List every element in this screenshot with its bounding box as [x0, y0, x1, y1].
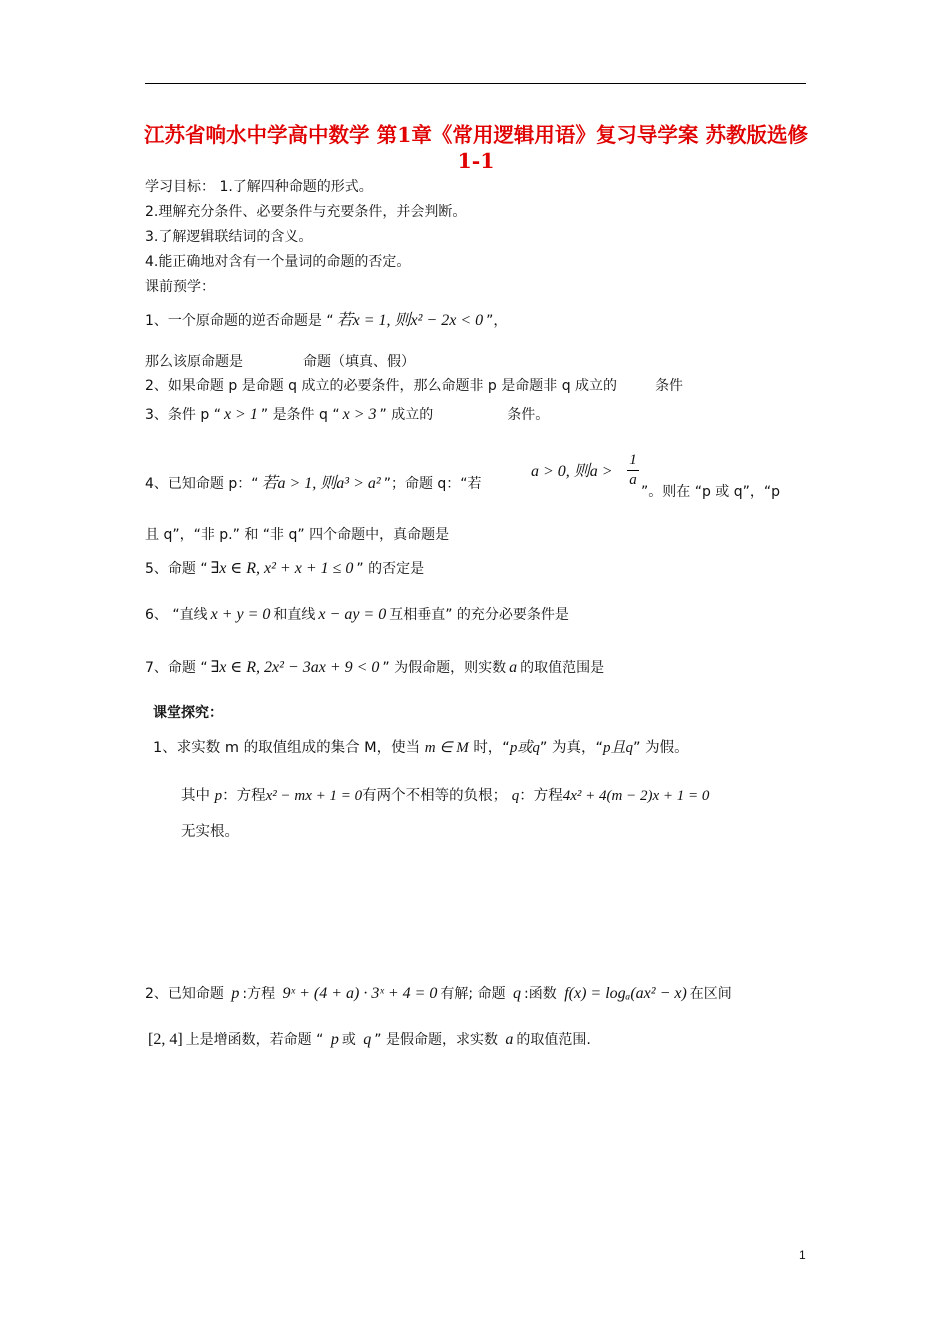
math-expr: 9ˣ + (4 + a) · 3ˣ + 4 = 0 — [282, 985, 438, 1002]
goal-4: 4.能正确地对含有一个量词的命题的否定。 — [145, 254, 411, 270]
math-expr: 若x = 1, 则x² − 2x < 0 — [336, 312, 484, 329]
preview-q6: 6、 “直线 x + y = 0 和直线 x − ay = 0 互相垂直” 的充分必要条件是 — [145, 606, 569, 623]
math-var: q — [363, 1031, 372, 1048]
math-expr: [2, 4] — [148, 1031, 183, 1048]
header-rule — [145, 83, 806, 84]
math-expr: ∃x ∈ R, x² + x + 1 ≤ 0 — [210, 560, 354, 577]
math-expr: x − ay = 0 — [318, 606, 387, 623]
preview-q3: 3、条件 p “ x > 1 ” 是条件 q “ x > 3 ” 成立的 条件。 — [145, 406, 550, 423]
explore-q2-cont: [2, 4] 上是增函数，若命题 “ p 或 q ” 是假命题，求实数 a 的取值范围. — [148, 1031, 591, 1048]
math-var: a — [505, 1031, 514, 1048]
math-var: p — [231, 985, 240, 1002]
math-var: q — [511, 788, 520, 804]
math-expr: x > 1 — [223, 406, 258, 423]
preview-q1: 1、一个原命题的逆否命题是 “ 若x = 1, 则x² − 2x < 0 ”， — [145, 312, 508, 329]
explore-heading: 课堂探究： — [153, 705, 223, 721]
math-expr: a > 0, 则a > — [531, 463, 613, 480]
goal-label: 学习目标： — [145, 179, 215, 195]
explore-q1-where: 其中 p：方程x² − mx + 1 = 0有两个不相等的负根； q：方程4x² + 4(m − 2)x + 1 = 0 — [181, 788, 710, 804]
preview-q7: 7、命题 “ ∃x ∈ R, 2x² − 3ax + 9 < 0 ” 为假命题，则实数 a 的取值范围是 — [145, 659, 605, 676]
preview-q5: 5、命题 “ ∃x ∈ R, x² + x + 1 ≤ 0 ” 的否定是 — [145, 560, 425, 577]
explore-q1-end: 无实根。 — [181, 824, 239, 840]
goal-1 — [145, 177, 373, 197]
preview-q2: 2、如果命题 p 是命题 q 成立的必要条件，那么命题非 p 是命题非 q 成立的 条件 — [145, 378, 684, 394]
goal-3: 3.了解逻辑联结词的含义。 — [145, 229, 313, 245]
preview-q4-tail: ”。则在 “p 或 q”，“p — [641, 484, 781, 500]
goal-2: 2.理解充分条件、必要条件与充要条件，并会判断。 — [145, 204, 467, 220]
explore-q2: 2、已知命题 p :方程 9ˣ + (4 + a) · 3ˣ + 4 = 0 有解; 命题 q :函数 f(x) = logₐ(ax² − x) 在区间 — [145, 985, 732, 1002]
math-expr: x² − mx + 1 = 0 — [265, 788, 363, 804]
math-expr: f(x) = logₐ(ax² − x) — [564, 985, 687, 1002]
math-expr: ∃x ∈ R, 2x² − 3ax + 9 < 0 — [210, 659, 380, 676]
goal-text-1: 1.了解四种命题的形式。 — [219, 179, 373, 195]
math-var: p — [330, 1031, 339, 1048]
math-expr: x > 3 — [342, 406, 377, 423]
math-var: p — [214, 788, 223, 804]
math-expr: p或q — [509, 740, 540, 756]
math-expr: x + y = 0 — [210, 606, 271, 623]
preview-q4-cont: 且 q”，“非 p.” 和 “非 q” 四个命题中，真命题是 — [145, 527, 450, 543]
math-var: q — [513, 985, 522, 1002]
math-var: a — [509, 659, 518, 676]
preview-heading: 课前预学： — [145, 279, 215, 295]
fraction: 1 a — [627, 452, 639, 489]
math-expr: m ∈ M — [424, 740, 469, 756]
math-expr: 4x² + 4(m − 2)x + 1 = 0 — [562, 788, 710, 804]
document-title: 江苏省响水中学高中数学 第1章《常用逻辑用语》复习导学案 苏教版选修1-1 — [143, 123, 809, 173]
explore-q1: 1、求实数 m 的取值组成的集合 M，使当 m ∈ M 时，“p或q” 为真，“p且q” 为假。 — [153, 740, 689, 756]
preview-q4-math — [528, 462, 616, 482]
page-number: 1 — [799, 1248, 806, 1262]
preview-q1-cont: 那么该原命题是 命题（填真、假） — [145, 354, 415, 370]
math-expr: 若a > 1, 则a³ > a² — [261, 475, 381, 492]
math-expr: p且q — [602, 740, 633, 756]
preview-q4: 4、已知命题 p：“ 若a > 1, 则a³ > a² ”；命题 q：“若 — [145, 475, 482, 492]
